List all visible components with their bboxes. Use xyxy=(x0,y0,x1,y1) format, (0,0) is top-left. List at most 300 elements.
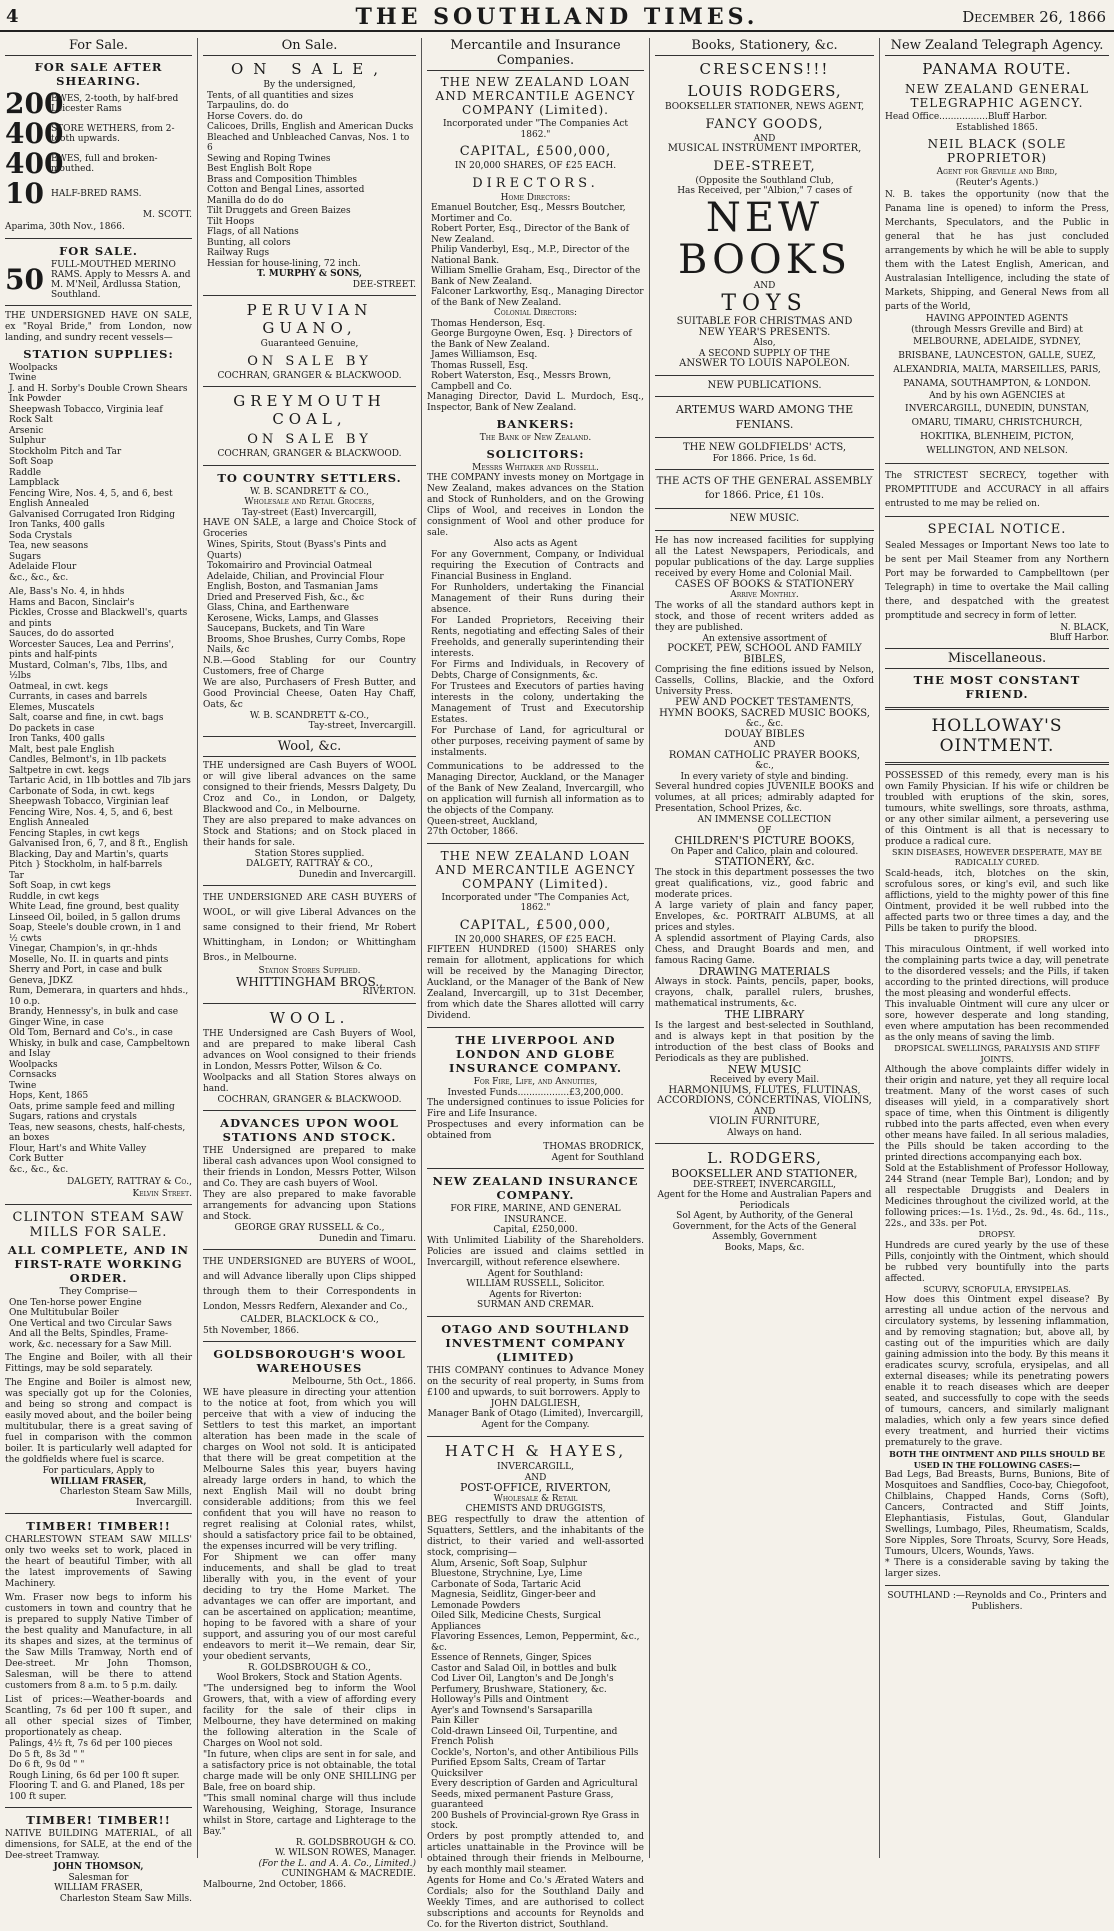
section-heading: For Sale. xyxy=(5,38,192,56)
list-item: Sauces, do do assorted xyxy=(9,629,115,639)
ad-place: Tay-street (East) Invercargill, xyxy=(242,507,377,518)
list-item: Soap, Steele's double crown, in 1 and ½ cwts xyxy=(9,923,181,944)
ad-place: DEE-STREET. xyxy=(352,279,416,290)
ad-text: N. B. takes the opportunity (now that the Panama line is opened) to inform the Press, Merchants, Speculators, and the Public in general that he has just concluded arrangements by which he will be able to supply them with the Latest English, American, and Australasian Intelligence, including the state of Markets, Shipping, and General News from all parts of the World, xyxy=(885,190,1109,312)
ad-heading: SOLICITORS: xyxy=(486,446,585,461)
list-item: Fencing Wire, Nos. 4, 5, and 6, best English Annealed xyxy=(9,807,173,828)
list-item: Tea, new seasons xyxy=(9,541,89,551)
ad-heading: THE LIBRARY xyxy=(724,1008,805,1021)
list-item: Mustard, Colman's, 7lbs, 1lbs, and ½lbs xyxy=(9,660,168,681)
list-item: 200 Bushels of Provincial-grown Rye Grass in stock. xyxy=(431,1810,640,1831)
list-item: One Ten-horse power Engine xyxy=(9,1297,142,1308)
supplies-list xyxy=(5,363,192,584)
ad-text: Wm. Fraser now begs to inform his customers in town and country that he is prepared to supply Native Timber of the best quality and Manufacture, in all its shapes and sizes, at the terminus of the Saw Mills Tramway, North end of Dee-street. Mr John Thomson, Salesman, will be there to attend customers from 8 a.m. to 5 p.m. daily. xyxy=(5,1593,192,1691)
list-item: James Williamson, Esq. xyxy=(431,350,538,360)
ad-text: THIS COMPANY continues to Advance Money on the security of real property, in Sums from £100 and upwards, to suit borrowers. Apply to xyxy=(427,1365,644,1398)
ad-text: ARTEMUS WARD AMONG THE FENIANS. xyxy=(675,403,854,431)
divider xyxy=(203,295,416,296)
list-item: Sugars, rations and crystals xyxy=(9,1112,137,1122)
list-item: Flour, Hart's and White Valley xyxy=(9,1143,147,1154)
ad-signature: (For the L. and A. A. Co., Limited.) xyxy=(258,1858,416,1869)
list-item: Ale, Bass's No. 4, in hhds xyxy=(9,587,125,597)
divider xyxy=(655,375,874,376)
ad-text: NEW YEAR'S PRESENTS. xyxy=(698,326,831,338)
ad-quantity: 400 xyxy=(5,147,64,180)
ad-text: Sold at the Establishment of Professor Holloway, 244 Strand (near Temple Bar), London; and by all respectable Druggists and Dealers in Medicines throughout the civilized world, at the following prices:—1s. 1½d., 2s. 9d., 4s. 6d., 11s., 22s., and 33s. per Pot. xyxy=(885,1164,1109,1229)
ad-text: Agent for the Home and Australian Papers and Periodicals xyxy=(657,1190,872,1211)
list-item: Fencing Staples, in cwt kegs xyxy=(9,828,140,839)
ad-text: They Comprise— xyxy=(59,1287,138,1297)
ad-text: Hundreds are cured yearly by the use of these Pills, conjointly with the Ointment, which should be rubbed very bountifully into the parts affected. xyxy=(885,1240,1109,1284)
list-item: English, Boston, and Tasmanian Jams xyxy=(207,582,379,592)
list-item: Sheepwash Tobacco, Virginian leaf xyxy=(9,797,169,807)
list-item: Pitch } Stockholm, in half-barrels xyxy=(9,860,163,870)
list-item: Vinegar, Champion's, in qr.-hhds xyxy=(9,944,158,954)
ad-text: Incorporated under "The Companies Act, 1862." xyxy=(441,892,630,913)
ad-text: Always in stock. Paints, pencils, paper, books, crayons, chalk, parallel rulers, brushes, mathematical instruments, &c. xyxy=(655,977,874,1009)
ad-text: NATIVE BUILDING MATERIAL, of all dimensions, for SALE, at the end of the Dee-street Tramway. xyxy=(5,1829,192,1861)
ad-subheading: BOTH THE OINTMENT AND PILLS SHOULD BE USED IN THE FOLLOWING CASES:— xyxy=(889,1449,1105,1470)
ad-text: We are also, Purchasers of Fresh Butter, and Good Provincial Cheese, Oaten Hay Chaff, Oats, &c xyxy=(203,677,416,710)
ad-text: This invaluable Ointment will cure any ulcer or sore, however desperate and long standing, even where amputation has been recommended as the only means of saving the limb. xyxy=(885,1000,1109,1043)
ad-text: HAVE ON SALE, a large and Choice Stock of Groceries xyxy=(203,518,416,539)
divider xyxy=(655,508,874,509)
ad-heading: ROMAN CATHOLIC PRAYER BOOKS, xyxy=(668,749,861,761)
ad-text: Station Stores supplied. xyxy=(254,848,365,859)
ad-text: Invested Funds..................£3,200,000. xyxy=(447,1087,624,1098)
list-item: Falconer Larkworthy, Esq., Managing Director of the Bank of New Zealand. xyxy=(431,287,644,308)
ad-title: TO COUNTRY SETTLERS. xyxy=(217,470,402,485)
list-item: Saltpetre in cwt. kegs xyxy=(9,765,109,776)
ad-heading: BANKERS: xyxy=(496,417,575,431)
list-item: Wines, Spirits, Stout (Byass's Pints and Quarts) xyxy=(207,540,387,561)
ad-text: Sol Agent, by Authority, of the General Government, for the Acts of the General Assembly, Government xyxy=(672,1211,857,1242)
ad-text: Guaranteed Genuine, xyxy=(260,339,359,349)
ad-quantity: 50 xyxy=(5,262,44,296)
list-item: Bleached and Unbleached Canvas, Nos. 1 to 6 xyxy=(207,132,410,153)
ad-text: POSSESSED of this remedy, every man is his own Family Physician. If his wife or children be troubled with eruptions of the skin, sores, tumours, white swellings, sore throats, asthma, or any other similar ailment, a persevering use of this Ointment is all that is necessary to produce a radical cure. xyxy=(885,770,1109,847)
ad-text: The works of all the standard authors kept in stock, and those of recent writers added as they are published. xyxy=(655,600,874,633)
ad-title: HOLLOWAY'S OINTMENT. xyxy=(931,715,1063,756)
column-telegraph xyxy=(880,38,1114,1858)
ad-heading: THE MOST CONSTANT FRIEND. xyxy=(913,672,1081,701)
ad-text: ON SALE BY xyxy=(247,432,372,447)
ad-signature: L. RODGERS, xyxy=(707,1149,822,1167)
list-item: Railway Rugs xyxy=(207,248,270,258)
ad-text: ANSWER TO LOUIS NAPOLEON. xyxy=(679,358,850,369)
list-item: Saucepans, Buckets, and Tin Ware xyxy=(207,624,365,634)
ad-signature: N. BLACK, xyxy=(1060,622,1109,633)
ad-text: Incorporated under "The Companies Act 1862." xyxy=(442,119,629,140)
ad-text: Has Received, per "Albion," 7 cases of xyxy=(677,186,852,196)
ad-title: HATCH & HAYES, xyxy=(444,1442,627,1460)
ad-title: OTAGO AND SOUTHLAND INVESTMENT COMPANY (LIMITED) xyxy=(441,1321,630,1364)
ad-quantity: 200 xyxy=(5,87,64,120)
ad-text: Wholesale & Retail xyxy=(493,1493,578,1504)
column-for-sale xyxy=(0,38,198,1904)
list-item: Robert Porter, Esq., Director of the Bank of New Zealand. xyxy=(431,224,629,245)
list-item: Ink Powder xyxy=(9,394,61,404)
ad-text: (through Messrs Greville and Bird) at xyxy=(911,324,1083,335)
list-item: Brass and Composition Thimbles xyxy=(207,174,358,185)
ad-text: VIOLIN FURNITURE, xyxy=(709,1116,820,1127)
divider xyxy=(655,396,874,397)
chemists-stock-list xyxy=(427,1559,644,1832)
ad-text: Bad Legs, Bad Breasts, Burns, Bunions, Bite of Mosquitoes and Sandflies, Coco-bay, Chiegofoot, Chilblains, Chapped Hands, Corns (Soft), Cancers, Contracted and Stiff Joints, Elephantiasis, Fistulas, Gout, Glandular Swellings, Lumbago, Piles, Rheumatism, Scalds, Sore Nipples, Sore Throats, Scurvy, Sore Heads, Tumours, Ulcers, Wounds, Yaws. xyxy=(885,1470,1109,1557)
ad-signature: WHITTINGHAM BROS., xyxy=(236,974,383,989)
ad-line-text: EWES, 2-tooth, by half-bred Leicester Rams xyxy=(51,94,179,114)
ad-text: "The undersigned beg to inform the Wool Growers, that, with a view of affording every facility for the sale of their clips in Melbourne, they have determined on making the following alteration in the Scale of Charges on Wool not sold. xyxy=(203,1683,416,1749)
list-item: For Trustees and Executors of parties having interests in the colony, undertaking the Management of Trust and Executorship Estates. xyxy=(431,681,644,725)
ad-place: DEE-STREET, xyxy=(713,158,816,174)
list-item: Oatmeal, in cwt. kegs xyxy=(9,681,108,692)
list-item: &c., &c., &c. xyxy=(9,572,69,583)
section-heading: Mercantile and Insurance Companies. xyxy=(427,38,644,71)
ad-text: Scald-heads, itch, blotches on the skin, scrofulous sores, or king's evil, and such like afflictions, yield to the mighty power of this fine Ointment, provided it be well rubbed into the affected parts two or three times a day, and the Pills be taken to purify the blood. xyxy=(885,868,1109,934)
list-item: Worcester Sauces, Lea and Perrins', pints and half-pints xyxy=(9,639,175,660)
ad-signature: R. GOLDSBROUGH & CO. xyxy=(295,1837,416,1848)
ad-text: IN 20,000 SHARES, OF £25 EACH. xyxy=(454,934,617,945)
ad-text: THE ACTS OF THE GENERAL ASSEMBLY for 1866. Price, £1 10s. xyxy=(656,476,873,501)
goods-list xyxy=(203,91,416,270)
list-item: Soft Soap, in cwt kegs xyxy=(9,881,111,891)
section-heading: On Sale. xyxy=(203,38,416,56)
ad-firm: W. B. SCANDRETT & CO., xyxy=(249,486,370,497)
ad-signature: COCHRAN, GRANGER & BLACKWOOD. xyxy=(217,449,402,459)
list-item: Sulphur xyxy=(9,436,46,446)
list-item: Sherry and Port, in case and bulk xyxy=(9,965,162,975)
ad-place: Bluff Harbor. xyxy=(1049,633,1109,643)
ad-text: The Engine and Boiler is almost new, was specially got up for the Colonies, and being so strong and compact is easily moved about, and the boiler being multitubular, there is a great saving of fuel in comparison with the common boiler. It is particularly well adapted for the goldfields where fuel is scarce. xyxy=(5,1378,192,1465)
divider xyxy=(203,1341,416,1342)
list-item: Teas, new seasons, chests, half-chests, an boxes xyxy=(9,1122,186,1143)
ad-title: PERUVIAN GUANO, xyxy=(246,301,373,337)
column-mercantile xyxy=(422,38,650,1930)
ad-line-text: FULL-MOUTHED MERINO RAMS. Apply to Messrs A. and M. M'Neil, Ardlussa Station, Southland. xyxy=(51,259,191,300)
ad-place: Dunedin and Timaru. xyxy=(319,1233,416,1244)
list-item: Alum, Arsenic, Soft Soap, Sulphur xyxy=(431,1558,587,1569)
list-item: Twine xyxy=(9,373,37,383)
home-directors-list xyxy=(427,203,644,308)
groceries-list xyxy=(203,540,416,656)
list-item: Every description of Garden and Agricultural Seeds, mixed permanent Pasture Grass, guaranteed xyxy=(431,1779,638,1810)
ad-text: THE UNDERSIGNED ARE CASH BUYERS of WOOL, or will give Liberal Advances on the same consigned to their friend, Mr Robert Whittingham, in London; or Whittingham Bros., in Melbourne. xyxy=(203,893,416,963)
list-item: Adelaide, Chilian, and Provincial Flour xyxy=(207,571,384,582)
ad-text: A SECOND SUPPLY OF THE xyxy=(698,348,831,359)
list-item: Oiled Silk, Medicine Chests, Surgical Appliances xyxy=(431,1611,602,1632)
ad-heading: STATIONERY, &c. xyxy=(714,855,815,868)
section-heading: New Zealand Telegraph Agency. xyxy=(885,38,1109,56)
ad-text: Head Office.................Bluff Harbor. xyxy=(885,112,1048,122)
divider xyxy=(427,1316,644,1317)
list-item: White Lead, fine ground, best quality xyxy=(9,902,179,912)
ad-text: BEG respectfully to draw the attention of Squatters, Settlers, and the inhabitants of the district, to their varied and well-assorted stock, comprising— xyxy=(427,1514,644,1558)
ad-text: Salesman for xyxy=(68,1872,129,1883)
list-item: Salt, coarse and fine, in cwt. bags xyxy=(9,713,164,723)
ad-title: NEW ZEALAND INSURANCE COMPANY. xyxy=(432,1174,639,1202)
ad-heading: CHILDREN'S PICTURE BOOKS, xyxy=(674,834,855,847)
ad-signature: WILLIAM FRASER, xyxy=(54,1883,143,1893)
ad-heading: POCKET, PEW, SCHOOL AND FAMILY BIBLES, xyxy=(667,643,862,665)
divider xyxy=(885,762,1109,765)
list-item: &c., &c., &c. xyxy=(9,1164,69,1175)
ad-line-text: EWES, full and broken-mouthed. xyxy=(51,154,158,174)
ad-text: He has now increased facilities for supplying all the Latest Newspapers, Periodicals, and popular publications of the day. Large supplies received by every Home and Colonial Mail. xyxy=(655,535,874,579)
ad-text: The Bank of New Zealand. xyxy=(479,433,592,443)
ad-text: BOOKSELLER STATIONER, NEWS AGENT, xyxy=(664,102,865,112)
ad-title: NEW ZEALAND GENERAL TELEGRAPHIC AGENCY. xyxy=(904,82,1090,110)
ad-signature: WILLIAM FRASER, xyxy=(50,1476,147,1487)
list-item: Robert Waterston, Esq., Messrs Brown, Campbell and Co. xyxy=(431,371,612,392)
ad-date: Malbourne, 2nd October, 1866. xyxy=(203,1879,347,1890)
ad-heading: DIRECTORS. xyxy=(472,175,599,191)
ad-text: Also, xyxy=(753,338,776,348)
divider xyxy=(203,1249,416,1250)
ad-text: THE COMPANY invests money on Mortgage in New Zealand, makes advances on the Station and Stock of Runholders, and on the Growing Clips of Wool, and receives in London the consignment of Wool and other produce for sale. xyxy=(427,473,644,538)
ad-subheading: DROPSIES. xyxy=(973,934,1021,944)
list-item: Cork Butter xyxy=(9,1154,64,1164)
ad-date: 27th October, 1866. xyxy=(427,827,519,837)
ad-line xyxy=(5,117,192,150)
ad-signature: GEORGE GRAY RUSSELL & Co., xyxy=(234,1223,385,1233)
list-item: Tarpaulins, do. do xyxy=(207,101,289,111)
divider xyxy=(427,1027,644,1028)
list-item: Currants, in cases and barrels xyxy=(9,692,148,702)
ad-text: Is the largest and best-selected in Southland, and is always kept in that position by the introduction of the best class of Books and Periodicals as they are published. xyxy=(655,1020,874,1064)
ad-signature: CALDER, BLACKLOCK & CO., xyxy=(240,1315,379,1325)
ad-text: List of prices:—Weather-boards and Scantling, 7s 6d per 100 ft super., and all other special sizes of Timber, proportionately as cheap. xyxy=(5,1695,192,1738)
list-item: Cotton and Bengal Lines, assorted xyxy=(207,185,365,195)
ad-text: THE undersigned are Cash Buyers of WOOL or will give liberal advances on the same consigned to their friends, Messrs Dalgety, Du Croz and Co., in London, or Dalgety, Blackwood and Co., in Melbourne. xyxy=(203,760,416,815)
ad-title: THE NEW ZEALAND LOAN AND MERCANTILE AGENCY COMPANY (Limited). xyxy=(435,848,636,891)
list-item: Perfumery, Brushware, Stationery, &c. xyxy=(431,1684,607,1695)
ad-text: OF xyxy=(757,825,772,836)
list-item: Candles, Belmont's, in 1lb packets xyxy=(9,755,167,765)
list-item: Flavoring Essences, Lemon, Peppermint, &c., &c. xyxy=(431,1632,640,1653)
ad-text: On Paper and Calico, plain and coloured. xyxy=(670,846,859,857)
ad-text: They are also prepared to make favorable arrangements for advancing upon Stations and Stock. xyxy=(203,1190,416,1222)
list-item: For Purchase of Land, for agricultural or other purposes, receiving payment of same by instalments. xyxy=(431,725,644,758)
ad-text: A splendid assortment of Playing Cards, also Chess, and Draught Boards and men, and famous Racing Game. xyxy=(655,933,874,966)
ad-firm-sub: Wholesale and Retail Grocers, xyxy=(244,497,375,507)
ad-text: CHARLESTOWN STEAM SAW MILLS' only two weeks set to work, placed in the heart of beautiful Timber, with all the latest improvements of Sawing Machinery. xyxy=(5,1535,192,1589)
newspaper-title: THE SOUTHLAND TIMES. xyxy=(355,4,759,30)
agent-places: INVERCARGILL, DUNEDIN, DUNSTAN, OMARU, TIMARU, CHRISTCHURCH, HOKITIKA, BLENHEIM, PICTON, WELLINGTON, AND NELSON. xyxy=(905,403,1089,456)
list-item: Thomas Russell, Esq. xyxy=(431,360,529,371)
ad-title: TIMBER! TIMBER!! xyxy=(26,1519,171,1533)
list-item: Cornsacks xyxy=(9,1070,57,1080)
divider xyxy=(203,885,416,886)
ad-place: POST-OFFICE, RIVERTON, xyxy=(459,1481,612,1494)
ad-subheading: DROPSY. xyxy=(978,1230,1016,1239)
list-item: William Smellie Graham, Esq., Director of the Bank of New Zealand. xyxy=(431,266,641,287)
ad-text: AND xyxy=(524,1472,547,1483)
ad-quantity: 400 xyxy=(5,117,64,150)
masthead xyxy=(0,0,1114,32)
divider xyxy=(5,1513,192,1514)
list-item: Horse Covers. do. do xyxy=(207,111,303,122)
divider xyxy=(203,1110,416,1111)
ad-signature: COCHRAN, GRANGER & BLACKWOOD. xyxy=(217,1094,402,1105)
ad-text: For Shipment we can offer many inducements, and shall be glad to treat liberally with you, in the event of your deciding to try the Home Market. The advantages we can offer are important, and can be ascertained on application; meantime, hoping to be favored with a share of your support, and assuring you of our most careful endeavors to merit it—We remain, dear Sir, your obedient servants, xyxy=(203,1552,416,1662)
list-item: Brooms, Shoe Brushes, Curry Combs, Rope Nails, &c xyxy=(207,634,406,655)
ad-heading: SPECIAL NOTICE. xyxy=(927,521,1067,537)
ad-text: &c., xyxy=(755,761,774,771)
list-item: Iron Tanks, 400 galls xyxy=(9,734,105,744)
ad-text: The undersigned continues to issue Policies for Fire and Life Insurance. xyxy=(427,1098,644,1119)
ad-signature: COCHRAN, GRANGER & BLACKWOOD. xyxy=(217,370,402,381)
list-item: Iron Tanks, 400 galls xyxy=(9,520,105,530)
list-item: Ginger Wine, in case xyxy=(9,1017,104,1028)
ad-text: For Fire, Life, and Annuities, xyxy=(473,1077,598,1087)
ad-text: ACCORDIONS, CONCERTINAS, VIOLINS, xyxy=(657,1095,872,1106)
list-item: Do 5 ft, 8s 3d " " xyxy=(9,1749,85,1760)
ad-text: Wool Brokers, Stock and Station Agents. xyxy=(216,1673,403,1683)
list-item: Manilla do do do xyxy=(207,195,284,206)
ad-text: Home Directors: xyxy=(500,192,571,203)
ad-heading: PANAMA ROUTE. xyxy=(922,60,1072,78)
ad-text: Agent for Southland: xyxy=(487,1268,584,1279)
ad-signature: DALGETY, RATTRAY & CO., xyxy=(246,859,373,869)
ad-signature: CUNINGHAM & MACREDIE. xyxy=(281,1869,416,1879)
ad-text: THE NEW GOLDFIELDS' ACTS, xyxy=(682,442,847,453)
list-item: Tilt Hoops xyxy=(207,216,255,227)
list-item: Oats, prime sample feed and milling xyxy=(9,1101,175,1112)
ad-intro: THE UNDERSIGNED HAVE ON SALE, ex "Royal Bride," from London, now landing, and sundry recent vessels— xyxy=(5,310,192,343)
ad-title: GOLDSBOROUGH'S WOOL WAREHOUSES xyxy=(213,1347,406,1375)
ad-text: THE UNDERSIGNED are BUYERS of WOOL, and will Advance liberally upon Clips shipped through them to their Correspondents in London, Messrs Redfern, Alexander and Co., xyxy=(203,1257,416,1312)
list-item: One Vertical and two Circular Saws xyxy=(9,1318,172,1329)
list-item: Palings, 4½ ft, 7s 6d per 100 pieces xyxy=(9,1739,173,1749)
ad-title: FOR SALE AFTER SHEARING. xyxy=(34,60,163,88)
ad-text: Always on hand. xyxy=(727,1127,802,1138)
list-item: Arsenic xyxy=(9,425,44,436)
ad-subheading: SCURVY, SCROFULA, ERYSIPELAS. xyxy=(923,1284,1071,1294)
ad-text: Managing Director, David L. Murdoch, Esq., Inspector, Bank of New Zealand. xyxy=(427,392,644,413)
toys-heading: TOYS xyxy=(721,291,808,316)
new-books-heading: NEW BOOKS xyxy=(677,194,851,283)
ad-text: Colonial Directors: xyxy=(493,308,578,318)
ad-title: FOR SALE. xyxy=(59,243,138,258)
list-item: Bluestone, Strychnine, Lye, Lime xyxy=(431,1569,583,1579)
divider xyxy=(5,238,192,239)
list-item: Sewing and Roping Twines xyxy=(207,153,331,164)
ad-place: Kelvin Street. xyxy=(132,1189,192,1199)
ad-text: Books, Maps, &c. xyxy=(724,1242,805,1253)
list-item: For any Government, Company, or Individual requiring the Execution of Contracts and Financial Business in England. xyxy=(431,549,644,582)
ad-heading: NEW PUBLICATIONS. xyxy=(707,379,822,391)
ad-text: * There is a considerable saving by taking the larger sizes. xyxy=(885,1558,1109,1579)
section-heading: Wool, &c. xyxy=(203,736,416,757)
ad-text: The Engine and Boiler, with all their Fittings, may be sold separately. xyxy=(5,1353,192,1374)
ad-text: Although the above complaints differ widely in their origin and nature, yet they all require local treatment. Many of the worst cases of such diseases will yield, in a comparatively short space of time, when this Ointment is diligently rubbed into the parts affected, even when every other means have failed. In all serious maladies, the Pills should be taken according to the printed directions accompanying each box. xyxy=(885,1065,1109,1163)
list-item: Hops, Kent, 1865 xyxy=(9,1091,89,1101)
page-number: 4 xyxy=(6,6,19,27)
ad-text: This miraculous Ointment, if well worked into the complaining parts twice a day, will penetrate to the disordered vessels; and the Pills, if taken according to the printed directions, will produce the most pleasing and wonderful effects. xyxy=(885,945,1109,999)
list-item: Whisky, in bulk and case, Campbeltown and Islay xyxy=(9,1038,190,1059)
ad-subheading: SKIN DISEASES, HOWEVER DESPERATE, MAY BE RADICALLY CURED. xyxy=(892,847,1102,867)
ad-text: MUSICAL INSTRUMENT IMPORTER, xyxy=(667,143,862,154)
divider xyxy=(655,530,874,531)
ad-heading: DRAWING MATERIALS xyxy=(698,964,831,978)
ad-text: (Opposite the Southland Club, xyxy=(695,175,834,186)
column-on-sale xyxy=(198,38,422,1890)
list-item: Old Tom, Bernard and Co's., in case xyxy=(9,1028,173,1038)
ad-text: And by his own AGENCIES at xyxy=(929,391,1065,401)
list-item: Flags, of all Nations xyxy=(207,227,299,237)
divider xyxy=(427,1168,644,1169)
ad-heading: PEW AND POCKET TESTAMENTS, xyxy=(675,697,854,708)
ad-text: "In future, when clips are sent in for sale, and a satisfactory price is not obtainable, the total charge made will be only ONE SHILLING per Bale, free on board ship. xyxy=(203,1749,416,1793)
ad-text: Agent for Southland xyxy=(551,1152,644,1163)
ad-title: GREYMOUTH COAL, xyxy=(233,392,386,428)
ad-signature: W. B. SCANDRETT &-CO., xyxy=(249,710,370,721)
list-item: Tartaric Acid, in 1lb bottles and 7lb jars xyxy=(9,776,191,786)
ad-text: Comprising the fine editions issued by Nelson, Cassells, Collins, Blackie, and the Oxford University Press. xyxy=(655,665,874,697)
ad-place: Charleston Steam Saw Mills, Invercargill. xyxy=(59,1487,192,1508)
ad-text: Also acts as Agent xyxy=(493,539,578,549)
ad-text: Agents for Riverton: xyxy=(489,1289,582,1300)
ad-subtitle: FOR FIRE, MARINE, AND GENERAL INSURANCE. xyxy=(450,1204,621,1225)
ad-place: DEE-STREET, INVERCARGILL, xyxy=(692,1179,837,1190)
divider xyxy=(427,843,644,844)
ad-signature: M. SCOTT. xyxy=(142,210,192,220)
ad-text: WE have pleasure in directing your attention to the notice at foot, from which you will perceive that with a view of inducing the Settlers to test this market, an important alteration has been made in the scale of charges on Wool not sold. It is anticipated that there will be great competition at the Melbourne Sales this year, buyers having already large orders in hand, to which the next English Mail will no doubt bring considerable additions; from this we feel confident that you will have no reason to regret realising at Colonial rates, whilst, should a satisfactory price fail to be obtained, the expenses incurred will be very trifling. xyxy=(203,1387,416,1552)
ad-place: Dunedin and Invercargill. xyxy=(298,869,416,880)
list-item: Raddle xyxy=(9,467,42,478)
ad-text: SUITABLE FOR CHRISTMAS AND xyxy=(676,316,853,327)
ad-text: Prospectuses and every information can be obtained from xyxy=(427,1120,644,1141)
ad-signature: DALGETY, RATTRAY & Co., xyxy=(66,1177,192,1187)
list-item: Tents, of all quantities and sizes xyxy=(207,90,354,101)
ad-line-text: HALF-BRED RAMS. xyxy=(51,189,142,199)
list-item: Cockle's, Norton's, and other Antibilious Pills xyxy=(431,1747,639,1758)
list-item: Hams and Bacon, Sinclair's xyxy=(9,597,135,608)
ad-text: THE Undersigned are Cash Buyers of Wool, and are prepared to make liberal Cash advances on Wool consigned to their friends in London, Messrs Potter, Wilson & Co. xyxy=(203,1028,416,1072)
ad-heading: NEW MUSIC. xyxy=(729,513,800,524)
ad-signature: W. WILSON ROWES, Manager. xyxy=(274,1848,416,1858)
ad-text: Sealed Messages or Important News too late to be sent per Mail Steamer from any Northern Port may be forwarded to Campbelltown (per Telegraph) in time to overtake the Mail calling there, and despatched with the greatest promptitude and secrecy in form of letter. xyxy=(885,540,1109,621)
ad-text: A large variety of plain and fancy paper, Envelopes, &c. PORTRAIT ALBUMS, at all prices and styles. xyxy=(655,900,874,933)
ad-title: THE LIVERPOOL AND LONDON AND GLOBE INSURANCE COMPANY. xyxy=(448,1033,622,1075)
ad-text: Arrive Monthly. xyxy=(730,590,799,600)
ad-signature: R. GOLDSBROUGH & CO., xyxy=(247,1662,371,1673)
list-item: Lampblack xyxy=(9,478,60,488)
ad-text: Received by every Mail. xyxy=(709,1075,820,1085)
ad-text: "This small nominal charge will thus include Warehousing, Weighing, Storage, Insurance whilst in Store, cartage and Lighterage to the Bay." xyxy=(203,1793,416,1837)
ad-text: (Reuter's Agents.) xyxy=(955,177,1039,188)
list-item: Thomas Henderson, Esq. xyxy=(431,318,546,329)
list-item: Tilt Druggets and Green Baizes xyxy=(207,206,351,216)
list-item: For Firms and Individuals, in Recovery of Debts, Charge of Consignments, &c. xyxy=(431,659,644,681)
list-item: Carbonate of Soda, Tartaric Acid xyxy=(431,1579,581,1590)
list-item: Best English Bolt Rope xyxy=(207,164,312,174)
ad-title: THE NEW ZEALAND LOAN AND MERCANTILE AGENCY COMPANY (Limited). xyxy=(435,75,636,117)
list-item: Bunting, all colors xyxy=(207,237,291,248)
ad-place: RIVERTON. xyxy=(362,987,416,997)
list-item: Blacking, Day and Martin's, quarts xyxy=(9,849,169,860)
issue-date: December 26, 1866 xyxy=(962,8,1106,26)
ad-date: Aparima, 30th Nov., 1866. xyxy=(5,222,125,232)
ad-date: Melbourne, 5th Oct., 1866. xyxy=(292,1377,416,1387)
ad-text: Established 1865. xyxy=(956,122,1038,133)
agent-places: MELBOURNE, ADELAIDE, SYDNEY, BRISBANE, LAUNCESTON, GALLE, SUEZ, ALEXANDRIA, MALTA, MARSEILLES, PARIS, PANAMA, SOUTHAMPTON, & LONDON. xyxy=(893,337,1101,389)
ad-text: BOOKSELLER AND STATIONER, xyxy=(671,1167,858,1180)
ad-text: Manager Bank of Otago (Limited), Invercargill, Agent for the Company. xyxy=(427,1409,644,1430)
list-item: Ruddle, in cwt kegs xyxy=(9,891,99,902)
ad-text: Messrs Whitaker and Russell. xyxy=(472,462,599,473)
divider xyxy=(655,469,874,470)
